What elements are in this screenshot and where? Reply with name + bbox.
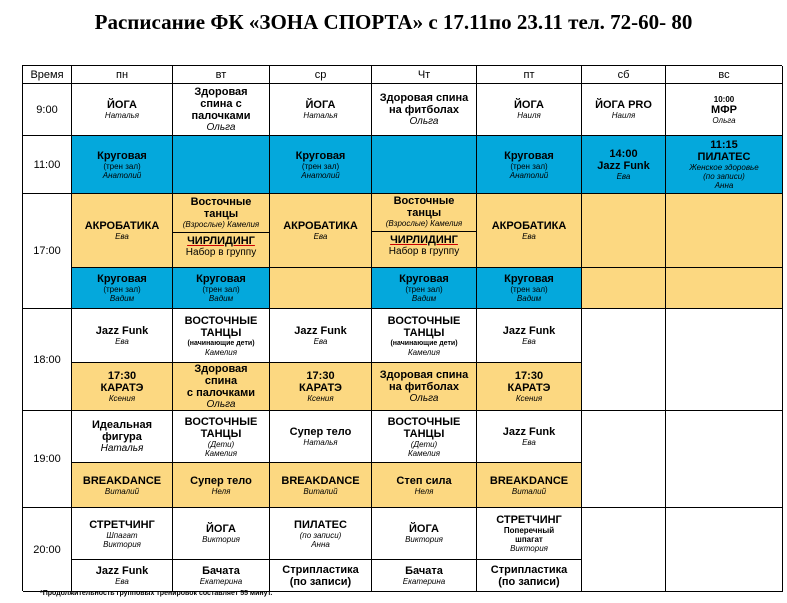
- class-cell: [477, 363, 582, 411]
- class-name-line: ТАНЦЫ: [200, 427, 242, 440]
- time-11: 11:00: [23, 136, 72, 194]
- schedule-table: [22, 65, 782, 591]
- header-time: Время: [23, 66, 72, 84]
- class-name: BREAKDANCE: [489, 474, 569, 487]
- class-cell: [173, 560, 270, 592]
- coach-name: Ксения: [307, 394, 334, 403]
- coach-name: Камелия: [227, 220, 260, 229]
- class-name-line: Здоровая спина: [379, 369, 469, 381]
- class-name: Круговая: [504, 273, 554, 285]
- class-cell: [270, 136, 372, 194]
- class-cell: [173, 194, 270, 268]
- class-name: Jazz Funk: [502, 426, 556, 438]
- class-cell: [477, 463, 582, 508]
- class-cell: [72, 194, 173, 268]
- class-name: Круговая: [97, 149, 147, 162]
- class-note: Набор в группу: [185, 247, 257, 258]
- coach-name: Виталий: [511, 486, 547, 496]
- time-17: 17:00: [23, 194, 72, 309]
- time-19: 19:00: [23, 411, 72, 508]
- coach-name: Виталий: [104, 486, 140, 496]
- class-cell: [72, 508, 173, 560]
- coach-name: Наталья: [303, 111, 338, 120]
- class-name-line: на фитболах: [388, 381, 460, 393]
- coach-name: Анатолий: [301, 170, 340, 180]
- class-cell: [477, 268, 582, 309]
- coach-name: Камелия: [204, 448, 238, 458]
- class-sub: (Дети): [207, 439, 235, 449]
- class-name: Бачата: [202, 565, 240, 577]
- empty-cell: [582, 268, 666, 309]
- class-cell: [477, 411, 582, 463]
- header-thu: Чт: [372, 66, 477, 84]
- class-name: ЧИРЛИДИНГ: [187, 235, 255, 247]
- empty-cell: [582, 411, 666, 508]
- class-name: АКРОБАТИКА: [491, 220, 567, 232]
- class-time: 11:15: [710, 139, 738, 151]
- class-cell: [666, 84, 783, 136]
- time-18: 18:00: [23, 309, 72, 411]
- class-cell: [372, 560, 477, 592]
- class-cell: [477, 136, 582, 194]
- class-name-line: ТАНЦЫ: [200, 326, 242, 339]
- class-cell: [72, 268, 173, 309]
- class-name: Круговая: [399, 273, 449, 285]
- class-name: АКРОБАТИКА: [84, 220, 160, 232]
- class-cell: [270, 411, 372, 463]
- class-sub: Поперечный: [503, 526, 555, 535]
- header-fri: пт: [477, 66, 582, 84]
- class-name: Jazz Funk: [597, 160, 650, 172]
- coach-name: Камелия: [430, 219, 463, 228]
- class-name-line: ВОСТОЧНЫЕ: [184, 314, 258, 327]
- class-time: 17:30: [306, 370, 335, 382]
- class-cell: [666, 136, 783, 194]
- class-name: СТРЕТЧИНГ: [89, 518, 155, 531]
- class-name-line: ВОСТОЧНЫЕ: [184, 415, 258, 428]
- coach-name: Ева: [115, 337, 129, 346]
- class-name: СТРЕТЧИНГ: [496, 514, 562, 526]
- class-name: Супер тело: [190, 474, 252, 487]
- empty-cell: [666, 508, 783, 592]
- coach-name: Ева: [522, 337, 536, 346]
- class-cell: [270, 508, 372, 560]
- coach-name: Камелия: [407, 347, 441, 357]
- coach-name: Виктория: [405, 535, 443, 544]
- empty-cell: [582, 508, 666, 592]
- class-cell: [72, 363, 173, 411]
- class-sub: (трен зал): [103, 161, 141, 171]
- class-cell: [372, 194, 477, 268]
- class-name: Jazz Funk: [95, 325, 149, 337]
- class-cell: [372, 508, 477, 560]
- class-cell: [72, 84, 173, 136]
- header-sun: вс: [666, 66, 783, 84]
- class-cell: [477, 84, 582, 136]
- class-cell: [173, 84, 270, 136]
- class-name-line: с палочками: [186, 387, 256, 399]
- coach-name: Анна: [311, 539, 330, 549]
- class-name-line: палочками: [191, 110, 251, 122]
- class-cell: [72, 411, 173, 463]
- class-name-line: Здоровая: [194, 363, 248, 375]
- footnote: *Продолжительность групповых тренировок составляет 55 минут.: [40, 590, 273, 597]
- coach-name: Ева: [115, 232, 129, 241]
- coach-name: Ксения: [108, 394, 136, 403]
- class-name: BREAKDANCE: [82, 474, 162, 487]
- coach-name: Ева: [522, 438, 536, 447]
- class-cell: [477, 309, 582, 363]
- class-cell: [372, 463, 477, 508]
- class-sub: (трен зал): [301, 161, 340, 171]
- class-name: ЙОГА PRO: [595, 99, 652, 111]
- class-cell: [173, 268, 270, 309]
- time-9: 9:00: [23, 84, 72, 136]
- class-sub: (трен зал): [510, 285, 548, 294]
- class-name: Круговая: [504, 149, 554, 162]
- class-name-line: на фитболах: [388, 104, 460, 116]
- class-sub: (трен зал): [510, 161, 548, 171]
- coach-name: Виталий: [303, 486, 338, 496]
- class-sub: Шпагат: [106, 530, 138, 540]
- class-name: Jazz Funk: [95, 565, 149, 577]
- coach-name: Камелия: [407, 448, 441, 458]
- class-cell: [72, 136, 173, 194]
- class-cell: [477, 194, 582, 268]
- class-name: ЙОГА: [107, 99, 137, 111]
- class-name: Круговая: [196, 273, 246, 285]
- class-cell: [372, 84, 477, 136]
- coach-name: Вадим: [208, 294, 234, 303]
- class-name: Супер тело: [289, 426, 352, 438]
- class-cell: [477, 560, 582, 592]
- class-name-line: ВОСТОЧНЫЕ: [387, 314, 461, 327]
- coach-name: Наталья: [303, 438, 338, 447]
- class-sub: (Взрослые): [182, 220, 225, 229]
- coach-name: Камелия: [204, 347, 238, 357]
- class-name-line: танцы: [406, 207, 442, 219]
- coach-name: Виктория: [510, 544, 548, 553]
- class-name-line: Стрипластика: [490, 563, 568, 576]
- class-cell: [372, 309, 477, 363]
- class-name: Круговая: [295, 149, 346, 162]
- class-cell: [270, 363, 372, 411]
- coach-name: Неля: [414, 486, 434, 496]
- class-name: ЙОГА: [514, 99, 544, 111]
- class-name: ЙОГА: [206, 523, 236, 535]
- coach-name: Ольга: [409, 116, 439, 127]
- coach-name: Наиля: [517, 111, 541, 120]
- class-cell: [582, 84, 666, 136]
- coach-name: Анатолий: [509, 170, 549, 180]
- page-title: Расписание ФК «ЗОНА СПОРТА» с 17.11по 23.11 тел. 72-60- 80: [94, 10, 693, 34]
- class-sub: (начинающие дети): [390, 339, 458, 347]
- class-name-line: Восточные: [393, 195, 455, 207]
- coach-name: Ева: [115, 577, 129, 586]
- empty-cell: [666, 194, 783, 268]
- coach-name: Наталья: [100, 443, 144, 454]
- class-name: КАРАТЭ: [299, 382, 342, 394]
- class-cell: [270, 84, 372, 136]
- class-time: 17:30: [514, 370, 544, 382]
- coach-name: Ольга: [206, 399, 236, 410]
- class-cell: [270, 560, 372, 592]
- class-cell: [173, 411, 270, 463]
- class-name: Круговая: [97, 273, 147, 285]
- class-sub: шпагат: [515, 535, 543, 544]
- class-cell: [173, 363, 270, 411]
- class-cell: [372, 268, 477, 309]
- class-cell: [173, 309, 270, 363]
- class-time: 14:00: [609, 148, 638, 160]
- class-cell: [372, 363, 477, 411]
- class-sub: (трен зал): [103, 285, 141, 294]
- coach-name: Вадим: [411, 294, 437, 303]
- class-name-line: Восточные: [190, 196, 252, 208]
- header-sat: сб: [582, 66, 666, 84]
- class-name: Jazz Funk: [294, 325, 347, 337]
- header-wed: ср: [270, 66, 372, 84]
- class-name-line: танцы: [203, 208, 239, 220]
- class-name-line: (по записи): [498, 575, 560, 588]
- class-name-line: (по записи): [289, 575, 352, 588]
- class-name: ПИЛАТЕС: [294, 518, 347, 531]
- class-cell: [72, 309, 173, 363]
- class-sub: (начинающие дети): [187, 339, 255, 347]
- empty-cell: [666, 411, 783, 508]
- coach-name: Анатолий: [102, 170, 142, 180]
- class-name-line: спина с: [200, 98, 242, 110]
- empty-cell: [270, 268, 372, 309]
- coach-name: Виктория: [103, 539, 141, 549]
- class-name-line: Идеальная: [91, 419, 153, 431]
- class-cell: [173, 508, 270, 560]
- empty-cell: [582, 309, 666, 411]
- class-cell: [270, 309, 372, 363]
- coach-name: Ольга: [409, 393, 439, 404]
- class-name-line: фигура: [102, 431, 142, 443]
- class-name: ПИЛАТЕС: [697, 151, 751, 163]
- coach-name: Ксения: [515, 394, 543, 403]
- class-name: Бачата: [405, 565, 443, 577]
- class-cell: [582, 136, 666, 194]
- empty-cell: [666, 268, 783, 309]
- class-sub: (Взрослые): [385, 219, 428, 228]
- class-name-line: Здоровая спина: [379, 92, 469, 104]
- class-name: BREAKDANCE: [281, 474, 360, 487]
- class-sub: (Дети): [410, 439, 438, 449]
- class-name: Степ сила: [396, 474, 452, 487]
- coach-name: Неля: [211, 486, 231, 496]
- coach-name: Ева: [313, 232, 328, 241]
- class-name: ЙОГА: [305, 99, 336, 111]
- class-name: КАРАТЭ: [507, 382, 551, 394]
- class-cell: [477, 508, 582, 560]
- class-name: КАРАТЭ: [100, 382, 144, 394]
- class-name-line: ВОСТОЧНЫЕ: [387, 415, 461, 428]
- coach-name: Ева: [313, 337, 328, 346]
- class-cell: [270, 194, 372, 268]
- class-cell: [173, 463, 270, 508]
- class-cell: [72, 560, 173, 592]
- coach-name: Ева: [522, 232, 536, 241]
- coach-name: Ольга: [206, 122, 236, 133]
- coach-name: Виктория: [202, 535, 240, 544]
- coach-name: Вадим: [109, 294, 135, 303]
- class-name: ЙОГА: [409, 523, 439, 535]
- coach-name: Екатерина: [199, 577, 243, 586]
- class-name-line: спина: [204, 375, 238, 387]
- coach-name: Ева: [616, 172, 631, 181]
- class-name: АКРОБАТИКА: [283, 220, 358, 232]
- header-tue: вт: [173, 66, 270, 84]
- empty-cell: [372, 136, 477, 194]
- class-time: 17:30: [107, 370, 137, 382]
- empty-cell: [666, 309, 783, 411]
- class-sub: Женское здоровье: [689, 163, 759, 172]
- class-sub: (трен зал): [202, 285, 240, 294]
- coach-name: Вадим: [516, 294, 542, 303]
- coach-name: Наталья: [104, 111, 140, 120]
- coach-name: Анна: [714, 181, 734, 190]
- class-cell: [72, 463, 173, 508]
- class-name: МФР: [711, 103, 737, 116]
- class-cell: [270, 463, 372, 508]
- class-sub: (по записи): [703, 172, 745, 181]
- class-sub: (трен зал): [405, 285, 443, 294]
- coach-name: Екатерина: [402, 577, 446, 586]
- coach-name: Ольга: [712, 115, 736, 125]
- class-name-line: Стрипластика: [282, 563, 359, 576]
- class-name: Jazz Funk: [502, 325, 556, 337]
- class-name-line: Здоровая: [194, 86, 248, 98]
- class-name: ЧИРЛИДИНГ: [390, 234, 458, 246]
- empty-cell: [582, 194, 666, 268]
- header-mon: пн: [72, 66, 173, 84]
- class-sub: (по записи): [299, 530, 342, 540]
- empty-cell: [173, 136, 270, 194]
- class-note: Набор в группу: [388, 246, 460, 257]
- coach-name: Наиля: [611, 111, 636, 120]
- class-name-line: ТАНЦЫ: [403, 326, 445, 339]
- class-name-line: ТАНЦЫ: [403, 427, 445, 440]
- time-20: 20:00: [23, 508, 72, 592]
- class-cell: [372, 411, 477, 463]
- class-time: 10:00: [713, 94, 735, 104]
